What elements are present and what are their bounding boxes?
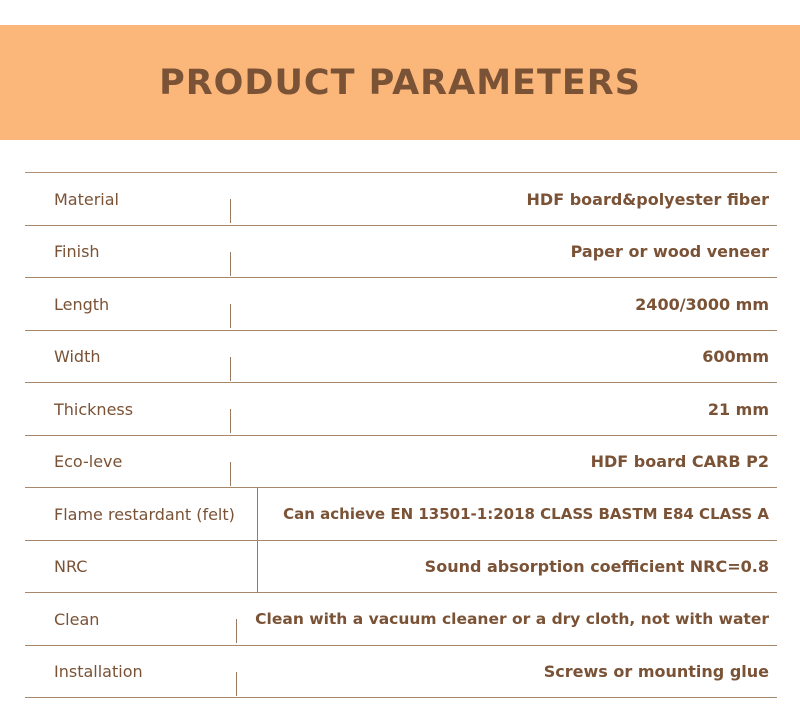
row-label: Clean [54, 609, 100, 629]
row-label: Thickness [54, 399, 134, 419]
parameters-table [25, 172, 777, 698]
row-value: Sound absorption coefficient NRC=0.8 [424, 557, 769, 576]
row-label: Finish [54, 242, 100, 261]
row-label: Flame restardant (felt) [54, 504, 235, 524]
row-value: 2400/3000 mm [635, 294, 769, 314]
row-label: Width [54, 347, 101, 366]
table-row-material [25, 173, 777, 226]
header-banner [0, 25, 800, 140]
row-value: Screws or mounting glue [543, 662, 769, 681]
table-row-length [25, 278, 777, 331]
row-value: Paper or wood veneer [570, 242, 769, 261]
column-divider [236, 619, 237, 643]
row-label: Installation [54, 662, 143, 681]
row-label: Eco-leve [54, 452, 123, 471]
table-row-width [25, 331, 777, 384]
row-value: HDF board&polyester fiber [526, 189, 769, 209]
table-row-flame-retardant [25, 488, 777, 541]
row-label: Length [54, 294, 110, 314]
row-value: 600mm [702, 347, 769, 366]
row-label: NRC [54, 557, 88, 576]
column-divider [257, 541, 258, 593]
table-row-eco-level [25, 436, 777, 489]
row-value: Can achieve EN 13501-1:2018 CLASS BASTM E84 CLASS A [283, 505, 769, 523]
table-row-nrc [25, 541, 777, 594]
row-value: Clean with a vacuum cleaner or a dry cloth, not with water [255, 610, 769, 628]
page-title: PRODUCT PARAMETERS [159, 62, 641, 103]
column-divider [236, 672, 237, 696]
column-divider [230, 357, 231, 381]
column-divider [257, 488, 258, 540]
column-divider [230, 409, 231, 433]
column-divider [230, 304, 231, 328]
column-divider [230, 199, 231, 223]
table-row-thickness [25, 383, 777, 436]
table-row-clean [25, 593, 777, 646]
column-divider [230, 462, 231, 486]
row-value: 21 mm [707, 399, 769, 419]
column-divider [230, 252, 231, 276]
row-value: HDF board CARB P2 [590, 452, 769, 471]
row-label: Material [54, 189, 119, 209]
table-row-finish [25, 226, 777, 279]
table-row-installation [25, 646, 777, 699]
